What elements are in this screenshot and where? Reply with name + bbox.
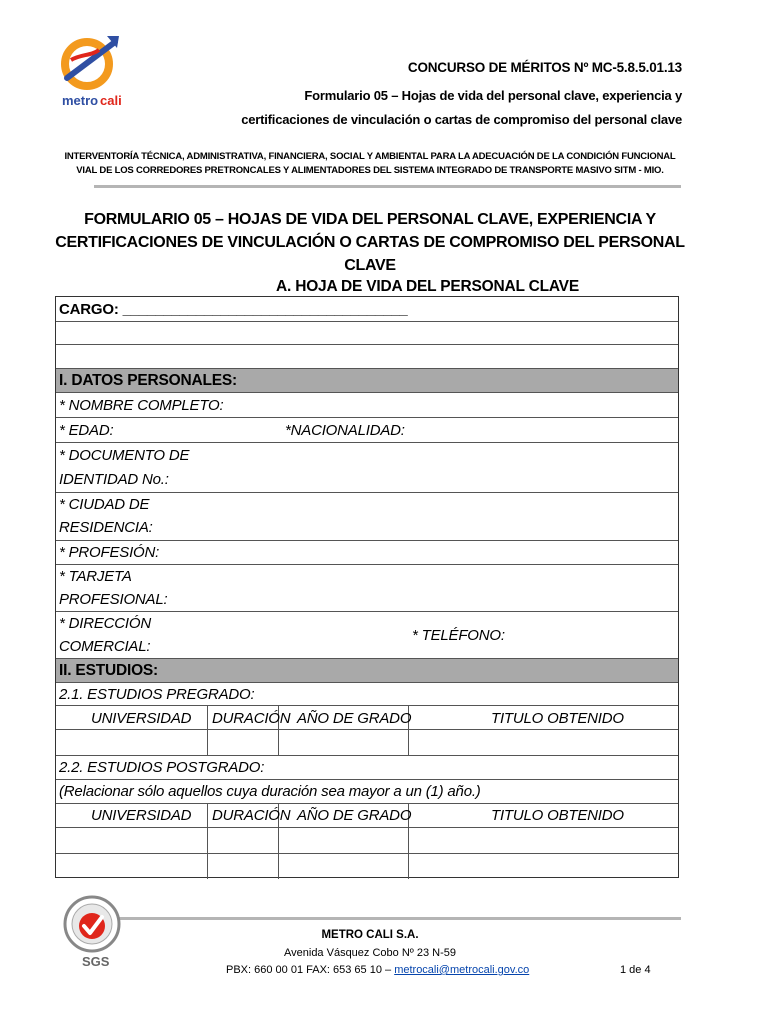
col-universidad: UNIVERSIDAD xyxy=(91,710,192,727)
project-description: INTERVENTORÍA TÉCNICA, ADMINISTRATIVA, FINANCIERA, SOCIAL Y AMBIENTAL PARA LA ADECUACIÓN DE LA CONDICIÓN FUNCIONAL VIAL DE LOS CORREDORES PRETRONCALES Y ALIMENTADORES DEL SISTEMA INTEGRADO DE TRANSPORTE MASIVO SITM - MIO. xyxy=(64,151,676,176)
footer-contact xyxy=(226,964,529,976)
header-divider xyxy=(94,185,681,188)
profesion-label: * PROFESIÓN: xyxy=(59,544,160,561)
cargo-field[interactable]: CARGO: ___________________________________ xyxy=(59,301,408,318)
tarjeta-label-line2: PROFESIONAL: xyxy=(59,591,168,608)
cv-form-table xyxy=(55,296,679,878)
direccion-label-line2: COMERCIAL: xyxy=(59,638,151,655)
ciudad-label-line1: * CIUDAD DE xyxy=(59,496,150,513)
form-subtitle-line1: Formulario 05 – Hojas de vida del personal clave, experiencia y xyxy=(304,88,682,103)
documento-label-line1: * DOCUMENTO DE xyxy=(59,447,190,464)
col-anio-grado: AÑO DE GRADO xyxy=(297,710,412,727)
col-titulo: TITULO OBTENIDO xyxy=(491,807,624,824)
metrocali-logo-icon xyxy=(57,30,127,110)
col-anio-grado: AÑO DE GRADO xyxy=(297,807,412,824)
postgrado-note: (Relacionar sólo aquellos cuya duración sea mayor a un (1) año.) xyxy=(59,783,481,800)
footer-divider xyxy=(94,917,681,920)
footer-email-link[interactable]: metrocali@metrocali.gov.co xyxy=(394,964,530,976)
col-titulo: TITULO OBTENIDO xyxy=(491,710,624,727)
contest-number: CONCURSO DE MÉRITOS Nº MC-5.8.5.01.13 xyxy=(407,60,682,75)
page-number: 1 de 4 xyxy=(620,964,651,976)
telefono-label: * TELÉFONO: xyxy=(412,627,505,644)
section-datos-personales: I. DATOS PERSONALES: xyxy=(59,372,238,389)
col-duracion: DURACIÓN xyxy=(212,807,291,824)
section-a-title: A. HOJA DE VIDA DEL PERSONAL CLAVE xyxy=(276,278,579,295)
footer-company: METRO CALI S.A. xyxy=(321,929,419,941)
col-duracion: DURACIÓN xyxy=(212,710,291,727)
pregrado-label: 2.1. ESTUDIOS PREGRADO: xyxy=(59,686,255,703)
postgrado-label: 2.2. ESTUDIOS POSTGRADO: xyxy=(59,759,265,776)
documento-label-line2: IDENTIDAD No.: xyxy=(59,471,169,488)
svg-text:cali: cali xyxy=(100,93,122,108)
nombre-label: * NOMBRE COMPLETO: xyxy=(59,397,224,414)
page-title: FORMULARIO 05 – HOJAS DE VIDA DEL PERSONAL CLAVE, EXPERIENCIA Y CERTIFICACIONES DE VINCULACIÓN O CARTAS DE COMPROMISO DEL PERSONAL CLAVE xyxy=(55,211,685,274)
nacionalidad-label: *NACIONALIDAD: xyxy=(285,422,405,439)
footer-address: Avenida Vásquez Cobo Nº 23 N-59 xyxy=(284,947,456,959)
form-subtitle-line2: certificaciones de vinculación o cartas de compromiso del personal clave xyxy=(241,112,682,127)
section-estudios: II. ESTUDIOS: xyxy=(59,662,159,679)
svg-text:metro: metro xyxy=(62,93,99,108)
col-universidad: UNIVERSIDAD xyxy=(91,807,192,824)
edad-label: * EDAD: xyxy=(59,422,114,439)
metrocali-logo xyxy=(57,30,127,110)
direccion-label-line1: * DIRECCIÓN xyxy=(59,615,151,632)
footer-phone: PBX: 660 00 01 FAX: 653 65 10 – xyxy=(226,964,395,976)
ciudad-label-line2: RESIDENCIA: xyxy=(59,519,153,536)
tarjeta-label-line1: * TARJETA xyxy=(59,568,132,585)
svg-text:SGS: SGS xyxy=(82,954,110,969)
